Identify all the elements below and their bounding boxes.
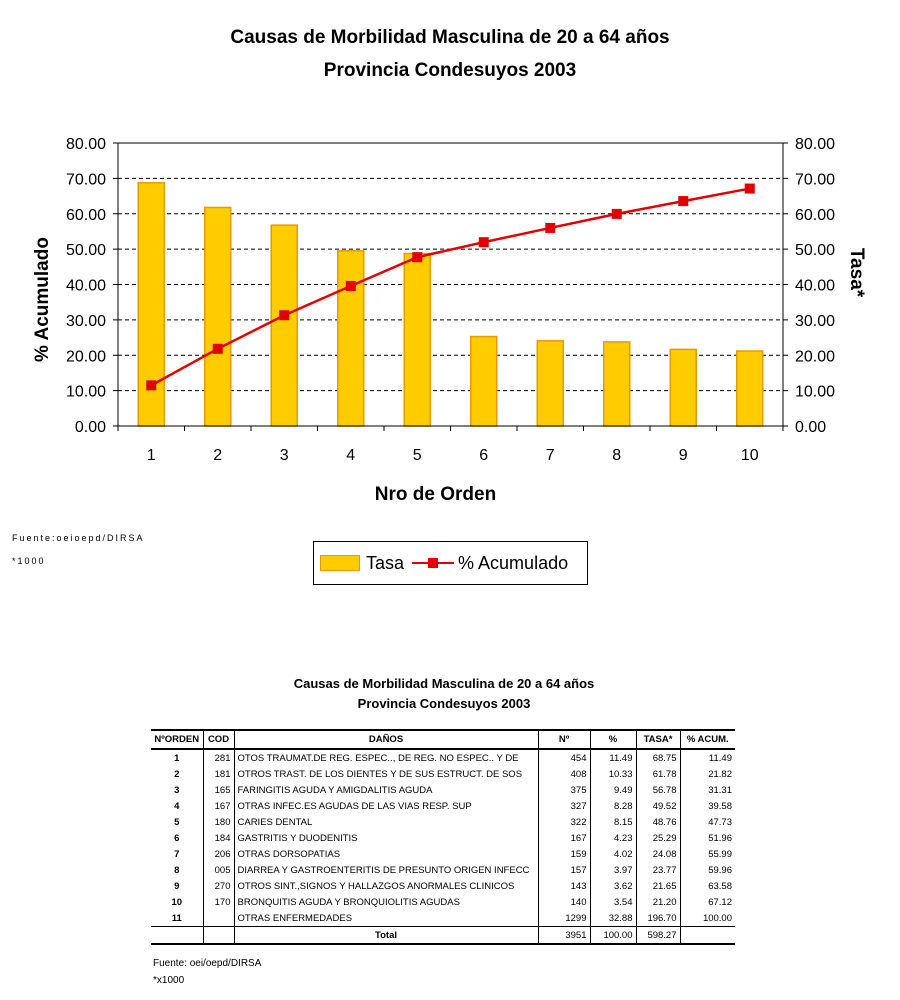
chart-title-line2: Provincia Condesuyos 2003 — [323, 60, 577, 81]
cell-orden: 9 — [174, 880, 180, 892]
cell-n: 322 — [538, 814, 590, 830]
point-acumulado — [346, 281, 356, 291]
cell-tasa: 68.75 — [636, 749, 680, 766]
cell-tasa: 21.65 — [636, 878, 680, 894]
cell-cod: 206 — [203, 846, 234, 862]
legend-tasa-label: Tasa — [366, 552, 405, 573]
cell-n: 454 — [538, 749, 590, 766]
x-tick-label: 6 — [479, 447, 489, 464]
cell-pct: 8.28 — [590, 798, 636, 814]
cell-danos: OTOS TRAUMAT.DE REG. ESPEC.., DE REG. NO ESPEC.. Y DE — [234, 749, 538, 766]
cell-n: 408 — [538, 766, 590, 782]
cell-orden: 8 — [174, 864, 180, 876]
cell-cod: 165 — [203, 782, 234, 798]
cell-acum: 31.31 — [680, 782, 735, 798]
x-tick-label: 1 — [146, 447, 156, 464]
cell-cod: 184 — [203, 830, 234, 846]
cell-cod: 167 — [203, 798, 234, 814]
cell-n: 327 — [538, 798, 590, 814]
cell-danos: OTRAS INFEC.ES AGUDAS DE LAS VIAS RESP. SUP — [234, 798, 538, 814]
table-row — [151, 878, 735, 894]
table-row — [151, 814, 735, 830]
cell-danos: BRONQUITIS AGUDA Y BRONQUIOLITIS AGUDAS — [234, 894, 538, 910]
cell-danos: FARINGITIS AGUDA Y AMIGDALITIS AGUDA — [234, 782, 538, 798]
cell-acum: 47.73 — [680, 814, 735, 830]
table-title-line2: Provincia Condesuyos 2003 — [357, 696, 531, 711]
point-acumulado — [745, 184, 755, 194]
total-acum — [680, 927, 735, 945]
y-left-tick-label: 50.00 — [65, 242, 106, 260]
total-tasa: 598.27 — [636, 927, 680, 945]
x-tick-label: 2 — [213, 447, 223, 464]
table-row — [151, 798, 735, 814]
bar-tasa — [338, 251, 364, 426]
y-left-tick-label: 20.00 — [65, 348, 106, 366]
y-left-tick-label: 60.00 — [65, 206, 106, 224]
header-pct: % — [590, 730, 636, 749]
cell-orden: 1 — [174, 752, 180, 764]
chart-source-note: Fuente:oeioepd/DIRSA — [12, 533, 145, 543]
y-left-tick-label: 80.00 — [65, 136, 106, 153]
point-acumulado — [479, 237, 489, 247]
x-tick-label: 7 — [545, 447, 555, 464]
bar-tasa — [471, 337, 497, 426]
cell-danos: GASTRITIS Y DUODENITIS — [234, 830, 538, 846]
cell-acum: 100.00 — [680, 910, 735, 927]
bar-tasa — [670, 349, 696, 426]
cell-danos: OTROS SINT.,SIGNOS Y HALLAZGOS ANORMALES CLINICOS — [234, 878, 538, 894]
table-source-note: Fuente: oei/oepd/DIRSA — [153, 958, 262, 969]
y-right-axis-title: Tasa* — [846, 247, 867, 298]
cell-pct: 11.49 — [590, 749, 636, 766]
y-right-tick-label: 40.00 — [795, 277, 836, 295]
cell-cod — [203, 910, 234, 927]
cell-tasa: 23.77 — [636, 862, 680, 878]
cell-cod: 270 — [203, 878, 234, 894]
cell-cod: 170 — [203, 894, 234, 910]
cell-danos: DIARREA Y GASTROENTERITIS DE PRESUNTO ORIGEN INFECC — [234, 862, 538, 878]
cell-n: 143 — [538, 878, 590, 894]
bar-tasa — [537, 341, 563, 426]
y-left-tick-label: 30.00 — [65, 312, 106, 330]
cell-acum: 63.58 — [680, 878, 735, 894]
cell-acum: 55.99 — [680, 846, 735, 862]
cell-n: 140 — [538, 894, 590, 910]
total-empty-1 — [151, 927, 203, 945]
cell-acum: 11.49 — [680, 749, 735, 766]
header-tasa: TASA* — [636, 730, 680, 749]
point-acumulado — [213, 344, 223, 354]
cell-danos: CARIES DENTAL — [234, 814, 538, 830]
cell-danos: OTRAS DORSOPATIAS — [234, 846, 538, 862]
cell-danos: OTRAS ENFERMEDADES — [234, 910, 538, 927]
cell-n: 159 — [538, 846, 590, 862]
y-right-tick-label: 80.00 — [795, 136, 836, 153]
x-tick-label: 8 — [612, 447, 622, 464]
cell-tasa: 24.08 — [636, 846, 680, 862]
point-acumulado — [678, 196, 688, 206]
cell-pct: 4.02 — [590, 846, 636, 862]
table-header-row — [151, 730, 735, 749]
cell-orden: 3 — [174, 784, 180, 796]
table-row — [151, 749, 735, 766]
cell-orden: 5 — [174, 816, 180, 828]
cell-tasa: 25.29 — [636, 830, 680, 846]
cell-tasa: 196.70 — [636, 910, 680, 927]
point-acumulado — [279, 310, 289, 320]
x-tick-label: 10 — [740, 447, 759, 464]
header-danos: DAÑOS — [234, 730, 538, 749]
line-acumulado — [151, 189, 750, 386]
point-acumulado — [146, 380, 156, 390]
cell-orden: 11 — [171, 912, 182, 924]
cell-cod: 180 — [203, 814, 234, 830]
y-right-tick-label: 30.00 — [795, 312, 836, 330]
header-cod: COD — [203, 730, 234, 749]
y-right-tick-label: 20.00 — [795, 348, 836, 366]
cell-acum: 21.82 — [680, 766, 735, 782]
cell-pct: 10.33 — [590, 766, 636, 782]
x-tick-label: 5 — [412, 447, 422, 464]
table-title-line1: Causas de Morbilidad Masculina de 20 a 64 años — [293, 676, 595, 691]
cell-orden: 6 — [174, 832, 180, 844]
cell-acum: 39.58 — [680, 798, 735, 814]
cell-orden: 4 — [174, 800, 180, 812]
y-left-tick-label: 40.00 — [65, 277, 106, 295]
cell-pct: 3.62 — [590, 878, 636, 894]
total-empty-2 — [203, 927, 234, 945]
cell-tasa: 56.78 — [636, 782, 680, 798]
x-tick-label: 3 — [279, 447, 289, 464]
x-tick-label: 9 — [678, 447, 688, 464]
table-row — [151, 782, 735, 798]
cell-pct: 9.49 — [590, 782, 636, 798]
point-acumulado — [545, 223, 555, 233]
chart-title-line1: Causas de Morbilidad Masculina de 20 a 64 años — [230, 27, 670, 48]
y-right-tick-label: 50.00 — [795, 242, 836, 260]
cell-danos: OTROS TRAST. DE LOS DIENTES Y DE SUS ESTRUCT. DE SOS — [234, 766, 538, 782]
total-n: 3951 — [538, 927, 590, 945]
table-scale-note: *x1000 — [153, 975, 185, 986]
morbidity-table — [151, 729, 735, 945]
y-right-tick-label: 60.00 — [795, 206, 836, 224]
cell-acum: 51.96 — [680, 830, 735, 846]
table-total-row — [151, 927, 735, 945]
cell-n: 375 — [538, 782, 590, 798]
bar-tasa — [205, 207, 231, 426]
cell-orden: 7 — [174, 848, 180, 860]
cell-orden: 2 — [174, 768, 180, 780]
y-right-tick-label: 0.00 — [795, 419, 827, 436]
chart-scale-note: *1000 — [12, 556, 46, 566]
x-axis-title: Nro de Orden — [374, 484, 497, 505]
cell-tasa: 49.52 — [636, 798, 680, 814]
cell-n: 167 — [538, 830, 590, 846]
cell-pct: 32.88 — [590, 910, 636, 927]
cell-cod: 005 — [203, 862, 234, 878]
bar-tasa — [604, 342, 630, 426]
y-right-tick-label: 10.00 — [795, 383, 836, 401]
table-row — [151, 846, 735, 862]
cell-orden: 10 — [171, 896, 183, 908]
y-right-tick-label: 70.00 — [795, 171, 836, 189]
legend-tasa-swatch — [320, 555, 360, 571]
bar-tasa — [271, 225, 297, 426]
point-acumulado — [612, 209, 622, 219]
cell-pct: 3.97 — [590, 862, 636, 878]
cell-tasa: 61.78 — [636, 766, 680, 782]
bar-tasa — [404, 254, 430, 426]
cell-pct: 4.23 — [590, 830, 636, 846]
header-orden: NºORDEN — [151, 730, 203, 749]
cell-cod: 281 — [203, 749, 234, 766]
table-row — [151, 766, 735, 782]
table-row — [151, 862, 735, 878]
y-left-tick-label: 10.00 — [65, 383, 106, 401]
header-acum: % ACUM. — [680, 730, 735, 749]
y-left-tick-label: 0.00 — [74, 419, 106, 436]
total-pct: 100.00 — [590, 927, 636, 945]
table-row — [151, 830, 735, 846]
point-acumulado — [412, 252, 422, 262]
cell-pct: 8.15 — [590, 814, 636, 830]
cell-tasa: 21.20 — [636, 894, 680, 910]
legend-acumulado-label: % Acumulado — [458, 552, 569, 573]
y-left-tick-label: 70.00 — [65, 171, 106, 189]
cell-pct: 3.54 — [590, 894, 636, 910]
chart-legend — [313, 541, 588, 585]
table-row — [151, 894, 735, 910]
header-n: Nº — [538, 730, 590, 749]
cell-n: 157 — [538, 862, 590, 878]
bar-tasa — [737, 351, 763, 426]
cell-cod: 181 — [203, 766, 234, 782]
cell-acum: 67.12 — [680, 894, 735, 910]
table-row — [151, 910, 735, 927]
total-label: Total — [234, 927, 538, 945]
legend-acumulado-line-icon — [412, 556, 454, 570]
cell-n: 1299 — [538, 910, 590, 927]
cell-tasa: 48.76 — [636, 814, 680, 830]
y-left-axis-title: % Acumulado — [32, 237, 53, 362]
cell-acum: 59.96 — [680, 862, 735, 878]
x-tick-label: 4 — [346, 447, 356, 464]
